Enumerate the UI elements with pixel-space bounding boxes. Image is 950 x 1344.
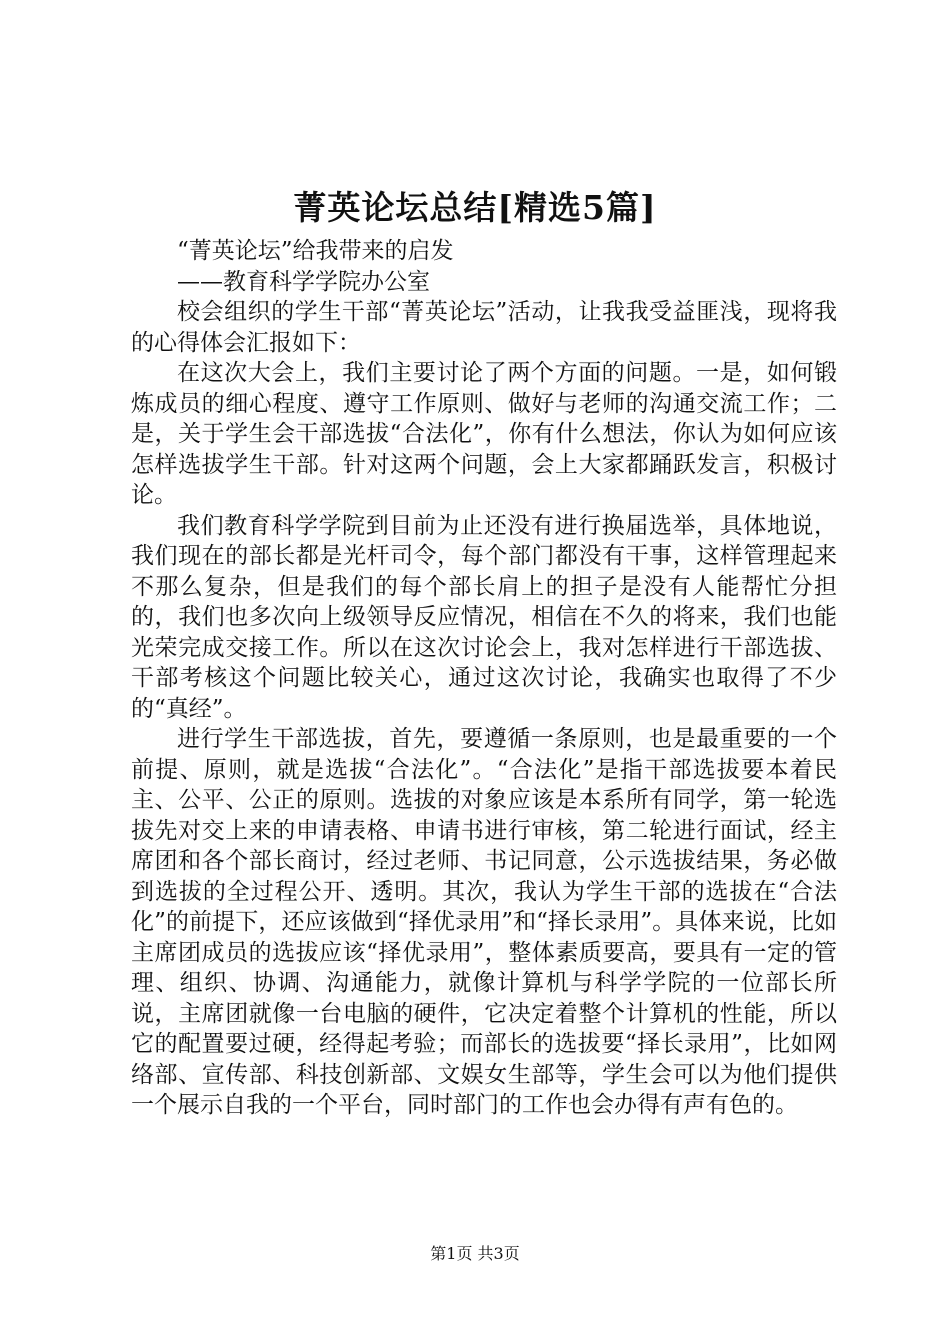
paragraph: 我们教育科学学院到目前为止还没有进行换届选举，具体地说，我们现在的部长都是光杆司令，每个部门都没有干事，这样管理起来不那么复杂，但是我们的每个部长肩上的担子是没有人能帮忙分担的，我们也多次向上级领导反应情况，相信在不久的将来，我们也能光荣完成交接工作。所以在这次讨论会上，我对怎样进行干部选拔、干部考核这个问题比较关心，通过这次讨论，我确实也取得了不少的“真经”。 [131, 512, 837, 722]
paragraph: 进行学生干部选拔，首先，要遵循一条原则，也是最重要的一个前提、原则，就是选拔“合法化”。“合法化”是指干部选拔要本着民主、公平、公正的原则。选拔的对象应该是本系所有同学，第一轮选拔先对交上来的申请表格、申请书进行审核，第二轮进行面试，经主席团和各个部长商讨，经过老师、书记同意，公示选拔结果，务必做到选拔的全过程公开、透明。其次，我认为学生干部的选拔在“合法化”的前提下，还应该做到“择优录用”和“择长录用”。具体来说，比如主席团成员的选拔应该“择优录用”，整体素质要高，要具有一定的管理、组织、协调、沟通能力，就像计算机与科学学院的一位部长所说，主席团就像一台电脑的硬件，它决定着整个计算机的性能，所以它的配置要过硬，经得起考验；而部长的选拔要“择长录用”，比如网络部、宣传部、科技创新部、文娱女生部等，学生会可以为他们提供一个展示自我的一个平台，同时部门的工作也会办得有声有色的。 [131, 726, 837, 1118]
document-body [131, 236, 837, 1121]
paragraph: 在这次大会上，我们主要讨论了两个方面的问题。一是，如何锻炼成员的细心程度、遵守工作原则、做好与老师的沟通交流工作；二是，关于学生会干部选拔“合法化”，你有什么想法，你认为如何应该怎样选拔学生干部。针对这两个问题，会上大家都踊跃发言，积极讨论。 [131, 360, 837, 508]
paragraph: 校会组织的学生干部“菁英论坛”活动，让我我受益匪浅，现将我的心得体会汇报如下： [131, 299, 837, 356]
page-number: 第1页 共3页 [430, 1244, 520, 1263]
byline: ——教育科学学院办公室 [177, 268, 430, 295]
page-title: 菁英论坛总结[精选5篇] [293, 188, 657, 227]
subtitle: “菁英论坛”给我带来的启发 [177, 238, 454, 264]
